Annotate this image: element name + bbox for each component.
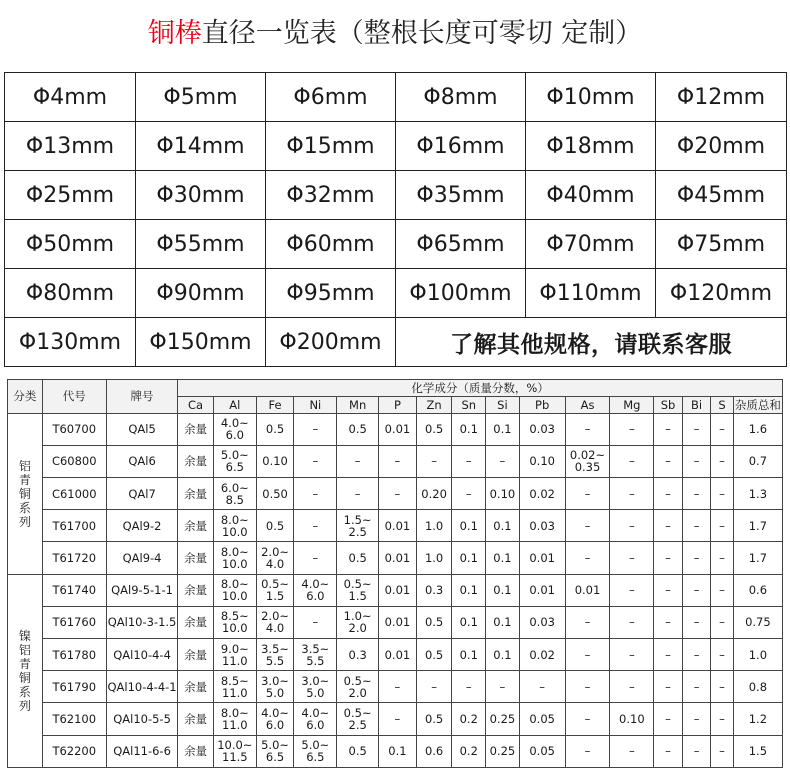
table-row [8,703,783,735]
diameter-cell: Φ40mm [526,171,656,220]
table-row [8,606,783,638]
table-cell: – [379,671,417,703]
table-row [8,735,783,767]
table-cell: 0.25 [486,703,520,735]
header-element: Zn [416,396,452,413]
header-element: Ca [178,396,214,413]
table-cell: T61790 [42,671,106,703]
diameter-cell: Φ65mm [396,220,526,269]
composition-table [7,379,783,768]
table-cell: 0.1 [452,639,486,671]
series-category [8,413,43,574]
table-cell: 8.0~ 10.0 [213,574,256,606]
table-cell: QAl10-4-4-1 [106,671,177,703]
diameter-row [5,122,787,171]
table-cell: 1.6 [733,413,782,445]
table-cell: 余量 [178,413,214,445]
table-cell: – [565,639,610,671]
diameter-cell: Φ200mm [266,318,396,367]
header-grade: 牌号 [106,380,177,414]
table-cell: QAl10-5-5 [106,703,177,735]
table-cell: 0.1 [486,574,520,606]
table-cell: 0.5 [416,703,452,735]
table-cell: – [711,477,733,509]
table-cell: 3.0~ 5.0 [256,671,294,703]
header-chem-title: 化学成分（质量分数，%） [178,380,783,397]
header-category: 分类 [8,380,43,414]
diameter-cell: Φ100mm [396,269,526,318]
table-cell: 余量 [178,735,214,767]
header-element: S [711,396,733,413]
diameter-cell: Φ18mm [526,122,656,171]
table-cell: 3.5~ 5.5 [256,639,294,671]
table-cell: – [711,574,733,606]
series-label: 镍铝青铜系列 [18,628,31,713]
table-row [8,477,783,509]
table-cell: – [711,542,733,574]
table-cell: – [565,606,610,638]
table-cell: – [294,413,337,445]
table-cell: T61720 [42,542,106,574]
table-cell: 0.1 [452,542,486,574]
table-cell: – [565,477,610,509]
header-element: Sb [654,396,683,413]
header-element: As [565,396,610,413]
table-cell: – [379,703,417,735]
table-cell: – [294,477,337,509]
table-cell: – [610,510,654,542]
table-cell: – [610,574,654,606]
table-row [8,413,783,445]
header-element: Fe [256,396,294,413]
table-cell: 1.0 [416,510,452,542]
diameter-table [4,72,787,367]
table-cell: – [519,671,565,703]
diameter-cell: Φ16mm [396,122,526,171]
table-cell: – [711,510,733,542]
table-cell: 8.0~ 10.0 [213,542,256,574]
table-cell: 余量 [178,639,214,671]
table-cell: – [294,606,337,638]
diameter-cell: Φ50mm [5,220,136,269]
table-cell: 余量 [178,542,214,574]
diameter-cell: Φ110mm [526,269,656,318]
table-cell: QAl11-6-6 [106,735,177,767]
table-cell: T61700 [42,510,106,542]
table-cell: 0.5 [416,639,452,671]
table-cell: – [711,671,733,703]
table-cell: 0.50 [256,477,294,509]
header-element: P [379,396,417,413]
diameter-cell: Φ30mm [136,171,266,220]
table-cell: 0.10 [486,477,520,509]
header-element: Bi [682,396,711,413]
header-element: Sn [452,396,486,413]
table-cell: 0.03 [519,606,565,638]
table-cell: – [654,445,683,477]
table-cell: 4.0~ 6.0 [256,703,294,735]
table-cell: – [711,735,733,767]
table-cell: 0.10 [256,445,294,477]
table-cell: 0.01 [379,413,417,445]
table-cell: 0.1 [452,413,486,445]
table-cell: T61740 [42,574,106,606]
series-label: 铝青铜系列 [18,458,31,529]
table-cell: – [654,735,683,767]
diameter-cell: Φ150mm [136,318,266,367]
table-cell: 0.01 [379,606,417,638]
table-cell: 0.01 [379,542,417,574]
diameter-cell: Φ12mm [656,73,787,122]
table-cell: 1.3 [733,477,782,509]
table-cell: 0.01 [379,639,417,671]
table-cell: 2.0~ 4.0 [256,606,294,638]
diameter-cell: Φ80mm [5,269,136,318]
table-cell: – [610,639,654,671]
table-cell: – [682,703,711,735]
table-cell: QAl9-5-1-1 [106,574,177,606]
table-cell: 余量 [178,574,214,606]
table-row [8,574,783,606]
table-cell: 0.02 [519,639,565,671]
header-row [8,380,783,397]
table-cell: 0.10 [519,445,565,477]
table-cell: 4.0~ 6.0 [294,703,337,735]
diameter-cell: Φ8mm [396,73,526,122]
table-cell: – [711,445,733,477]
title-rest: 直径一览表（整根长度可零切 定制） [201,18,643,49]
table-cell: 余量 [178,445,214,477]
header-element: Al [213,396,256,413]
header-element: Si [486,396,520,413]
diameter-row [5,269,787,318]
diameter-cell: Φ60mm [266,220,396,269]
diameter-row [5,220,787,269]
table-cell: – [682,477,711,509]
table-cell: – [682,413,711,445]
table-cell: – [682,510,711,542]
table-cell: QAl9-2 [106,510,177,542]
diameter-cell: Φ15mm [266,122,396,171]
table-cell: 余量 [178,703,214,735]
table-cell: – [565,510,610,542]
diameter-cell: Φ120mm [656,269,787,318]
table-cell: – [654,574,683,606]
header-code: 代号 [42,380,106,414]
series-category [8,574,43,767]
diameter-cell: Φ55mm [136,220,266,269]
table-cell: T62200 [42,735,106,767]
table-cell: 0.05 [519,735,565,767]
diameter-cell: Φ14mm [136,122,266,171]
table-cell: – [379,477,417,509]
diameter-cell: Φ75mm [656,220,787,269]
table-cell: – [711,639,733,671]
table-cell: – [610,542,654,574]
table-cell: – [682,542,711,574]
table-cell: C61000 [42,477,106,509]
table-cell: – [565,413,610,445]
table-cell: QAl10-4-4 [106,639,177,671]
table-cell: 余量 [178,510,214,542]
table-cell: – [610,445,654,477]
table-cell: – [337,477,379,509]
table-cell: 0.6 [733,574,782,606]
table-cell: 0.05 [519,703,565,735]
table-cell: 5.0~ 6.5 [256,735,294,767]
table-cell: – [416,671,452,703]
table-cell: – [654,703,683,735]
table-cell: 0.7 [733,445,782,477]
table-cell: – [610,413,654,445]
diameter-cell: Φ45mm [656,171,787,220]
table-cell: 0.1 [486,542,520,574]
table-cell: 0.02~ 0.35 [565,445,610,477]
table-cell: 0.2 [452,735,486,767]
table-cell: 0.8 [733,671,782,703]
diameter-cell: Φ10mm [526,73,656,122]
diameter-row [5,318,787,367]
table-cell: 3.5~ 5.5 [294,639,337,671]
table-cell: – [654,671,683,703]
table-cell: – [610,477,654,509]
table-cell: 6.0~ 8.5 [213,477,256,509]
table-cell: – [682,735,711,767]
table-cell: QAl5 [106,413,177,445]
table-cell: T62100 [42,703,106,735]
table-cell: 9.0~ 11.0 [213,639,256,671]
table-cell: – [654,606,683,638]
table-cell: – [337,445,379,477]
table-cell: 0.1 [486,606,520,638]
table-cell: – [452,671,486,703]
table-cell: – [416,445,452,477]
table-cell: – [452,445,486,477]
contact-note: 了解其他规格，请联系客服 [396,318,787,367]
table-cell: – [682,606,711,638]
table-cell: 1.7 [733,542,782,574]
table-cell: 1.5 [733,735,782,767]
table-cell: QAl9-4 [106,542,177,574]
table-cell: 0.5 [337,735,379,767]
table-cell: 0.1 [486,510,520,542]
diameter-cell: Φ32mm [266,171,396,220]
table-cell: – [565,542,610,574]
table-cell: – [610,671,654,703]
diameter-cell: Φ95mm [266,269,396,318]
table-cell: – [294,445,337,477]
table-row [8,639,783,671]
header-element: Mg [610,396,654,413]
table-cell: – [654,477,683,509]
table-cell: C60800 [42,445,106,477]
table-cell: 0.5~ 2.5 [337,703,379,735]
diameter-cell: Φ4mm [5,73,136,122]
table-cell: 0.1 [379,735,417,767]
table-cell: – [682,639,711,671]
table-cell: 0.5 [256,510,294,542]
header-element: Pb [519,396,565,413]
table-cell: 2.0~ 4.0 [256,542,294,574]
table-cell: 8.0~ 11.0 [213,703,256,735]
table-cell: 0.5~ 1.5 [256,574,294,606]
table-cell: 1.0 [416,542,452,574]
table-cell: 0.1 [452,510,486,542]
table-cell: 0.1 [452,606,486,638]
table-cell: T61780 [42,639,106,671]
table-cell: 1.7 [733,510,782,542]
diameter-cell: Φ6mm [266,73,396,122]
table-cell: – [565,703,610,735]
table-cell: 5.0~ 6.5 [294,735,337,767]
table-cell: – [452,477,486,509]
table-cell: 0.3 [416,574,452,606]
table-cell: 0.01 [565,574,610,606]
table-cell: 0.5 [337,542,379,574]
table-cell: 0.3 [337,639,379,671]
diameter-row [5,171,787,220]
table-cell: QAl7 [106,477,177,509]
table-cell: 0.25 [486,735,520,767]
diameter-cell: Φ5mm [136,73,266,122]
table-cell: – [294,542,337,574]
table-cell: – [294,510,337,542]
table-cell: 0.01 [379,574,417,606]
table-cell: – [711,703,733,735]
diameter-cell: Φ70mm [526,220,656,269]
header-element: 杂质总和 [734,397,781,412]
header-element: Mn [337,396,379,413]
table-cell: 0.1 [486,413,520,445]
table-cell: 0.01 [519,574,565,606]
table-row [8,671,783,703]
table-cell: 0.75 [733,606,782,638]
table-cell: – [654,542,683,574]
diameter-row [5,73,787,122]
table-cell: 1.0~ 2.0 [337,606,379,638]
table-cell: 0.03 [519,413,565,445]
table-cell: 5.0~ 6.5 [213,445,256,477]
table-cell: 10.0~ 11.5 [213,735,256,767]
table-cell: – [654,510,683,542]
table-cell: 1.5~ 2.5 [337,510,379,542]
table-cell: – [682,671,711,703]
table-cell: 1.0 [733,639,782,671]
table-cell: – [565,735,610,767]
table-cell: 0.1 [486,639,520,671]
table-cell: 1.2 [733,703,782,735]
diameter-cell: Φ130mm [5,318,136,367]
table-cell: 0.1 [452,574,486,606]
table-cell: 0.5 [416,606,452,638]
table-cell: – [486,445,520,477]
table-cell: 0.5 [337,413,379,445]
title-accent: 铜棒 [147,18,202,49]
table-cell: – [682,574,711,606]
table-cell: – [379,445,417,477]
table-cell: 4.0~ 6.0 [213,413,256,445]
table-cell: T61760 [42,606,106,638]
table-cell: 0.01 [519,542,565,574]
table-cell: 0.03 [519,510,565,542]
table-cell: – [486,671,520,703]
diameter-cell: Φ35mm [396,171,526,220]
table-cell: 0.2 [452,703,486,735]
table-cell: – [565,671,610,703]
table-cell: 余量 [178,606,214,638]
table-cell: 0.5 [416,413,452,445]
diameter-cell: Φ90mm [136,269,266,318]
table-cell: – [682,445,711,477]
table-cell: QAl6 [106,445,177,477]
diameter-cell: Φ13mm [5,122,136,171]
table-cell: 0.5~ 1.5 [337,574,379,606]
table-cell: 余量 [178,477,214,509]
table-cell: 0.5 [256,413,294,445]
table-cell: – [610,735,654,767]
table-cell: 0.01 [379,510,417,542]
table-cell: 0.6 [416,735,452,767]
table-cell: – [654,639,683,671]
table-cell: – [711,606,733,638]
table-cell: 8.5~ 11.0 [213,671,256,703]
table-cell: 0.10 [610,703,654,735]
table-cell: 余量 [178,671,214,703]
table-cell: T60700 [42,413,106,445]
table-cell: 3.0~ 5.0 [294,671,337,703]
page-title [0,14,790,54]
diameter-cell: Φ20mm [656,122,787,171]
table-row [8,542,783,574]
table-row [8,445,783,477]
table-cell: 8.5~ 10.0 [213,606,256,638]
table-cell: 4.0~ 6.0 [294,574,337,606]
table-row [8,510,783,542]
table-cell: 0.02 [519,477,565,509]
table-cell: 0.5~ 2.0 [337,671,379,703]
table-cell: 8.0~ 10.0 [213,510,256,542]
header-element: Ni [294,396,337,413]
table-cell: – [610,606,654,638]
table-cell: QAl10-3-1.5 [106,606,177,638]
table-cell: 0.20 [416,477,452,509]
table-cell: – [711,413,733,445]
table-cell: – [654,413,683,445]
diameter-cell: Φ25mm [5,171,136,220]
